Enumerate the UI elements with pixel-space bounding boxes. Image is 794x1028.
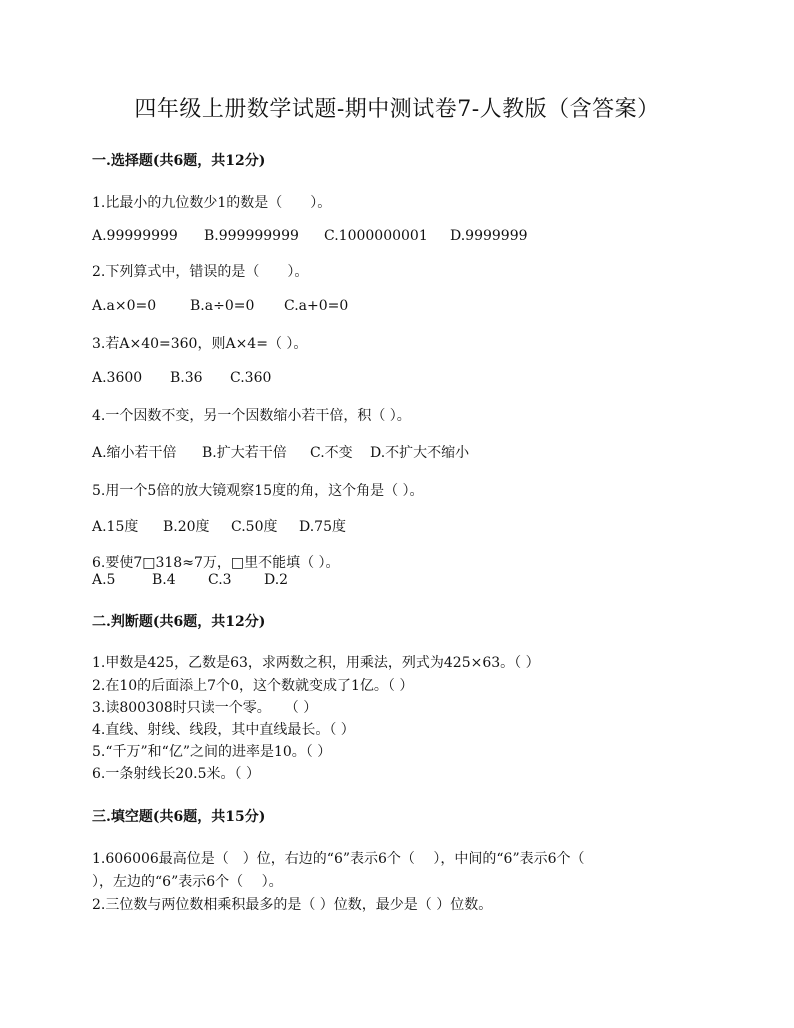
option: C.50度 <box>231 519 278 535</box>
option: A.3600 <box>92 370 143 386</box>
options-row <box>92 228 528 244</box>
option: B.36 <box>170 370 203 386</box>
options-row <box>92 442 469 462</box>
question-text: 1.甲数是425，乙数是63，求两数之积，用乘法，列式为425×63。（ ） <box>92 655 540 671</box>
question-text: 6.要使7□318≈7万，□里不能填（ ）。 <box>92 555 340 571</box>
option: D.2 <box>264 572 289 588</box>
section-heading-judgment: 二.判断题(共6题，共12分) <box>92 614 266 630</box>
question-text: 6.一条射线长20.5米。（ ） <box>92 766 260 782</box>
option: C.a+0=0 <box>284 298 349 314</box>
option: A.缩小若干倍 <box>92 445 177 461</box>
question-text: 2.在10的后面添上7个0，这个数就变成了1亿。（ ） <box>92 678 414 694</box>
options-row <box>92 516 346 536</box>
question-text: 3.读800308时只读一个零。 （ ） <box>92 700 318 716</box>
option: C.360 <box>230 370 272 386</box>
option: B.20度 <box>163 519 210 535</box>
question-text: 5.用一个5倍的放大镜观察15度的角，这个角是（ ）。 <box>92 483 424 499</box>
option: B.a÷0=0 <box>190 298 255 314</box>
question-text: 1.比最小的九位数少1的数是（ ）。 <box>92 195 332 211</box>
option: D.75度 <box>299 519 346 535</box>
options-row <box>92 370 271 386</box>
question-text: 4.直线、射线、线段，其中直线最长。（ ） <box>92 722 355 738</box>
option: D.不扩大不缩小 <box>370 445 470 461</box>
option: A.99999999 <box>92 228 178 244</box>
option: C.3 <box>208 572 232 588</box>
options-row <box>92 298 348 314</box>
page-title: 四年级上册数学试题-期中测试卷7-人教版（含答案） <box>134 97 660 122</box>
option: B.4 <box>152 572 176 588</box>
option: D.9999999 <box>450 228 528 244</box>
question-text: 1.606006最高位是（ ）位，右边的“6”表示6个（ ），中间的“6”表示6个（ <box>92 851 585 867</box>
question-text: 2.下列算式中，错误的是（ ）。 <box>92 264 309 280</box>
options-row <box>92 572 288 588</box>
option: A.5 <box>92 572 116 588</box>
question-text-continued: ），左边的“6”表示6个（ ）。 <box>92 874 283 890</box>
option: A.15度 <box>92 519 139 535</box>
question-text: 3.若A×40=360，则A×4=（ ）。 <box>92 336 308 352</box>
question-text: 4.一个因数不变，另一个因数缩小若干倍，积（ ）。 <box>92 408 411 424</box>
section-heading-fill: 三.填空题(共6题，共15分) <box>92 809 266 825</box>
option: C.不变 <box>310 445 353 461</box>
option: A.a×0=0 <box>92 298 157 314</box>
option: B.999999999 <box>204 228 299 244</box>
question-text: 5.“千万”和“亿”之间的进率是10。（ ） <box>92 744 332 760</box>
option: C.1000000001 <box>324 228 428 244</box>
option: B.扩大若干倍 <box>202 445 287 461</box>
question-text: 2.三位数与两位数相乘积最多的是（ ）位数，最少是（ ）位数。 <box>92 897 493 913</box>
section-heading-choice: 一.选择题(共6题，共12分) <box>92 153 266 169</box>
